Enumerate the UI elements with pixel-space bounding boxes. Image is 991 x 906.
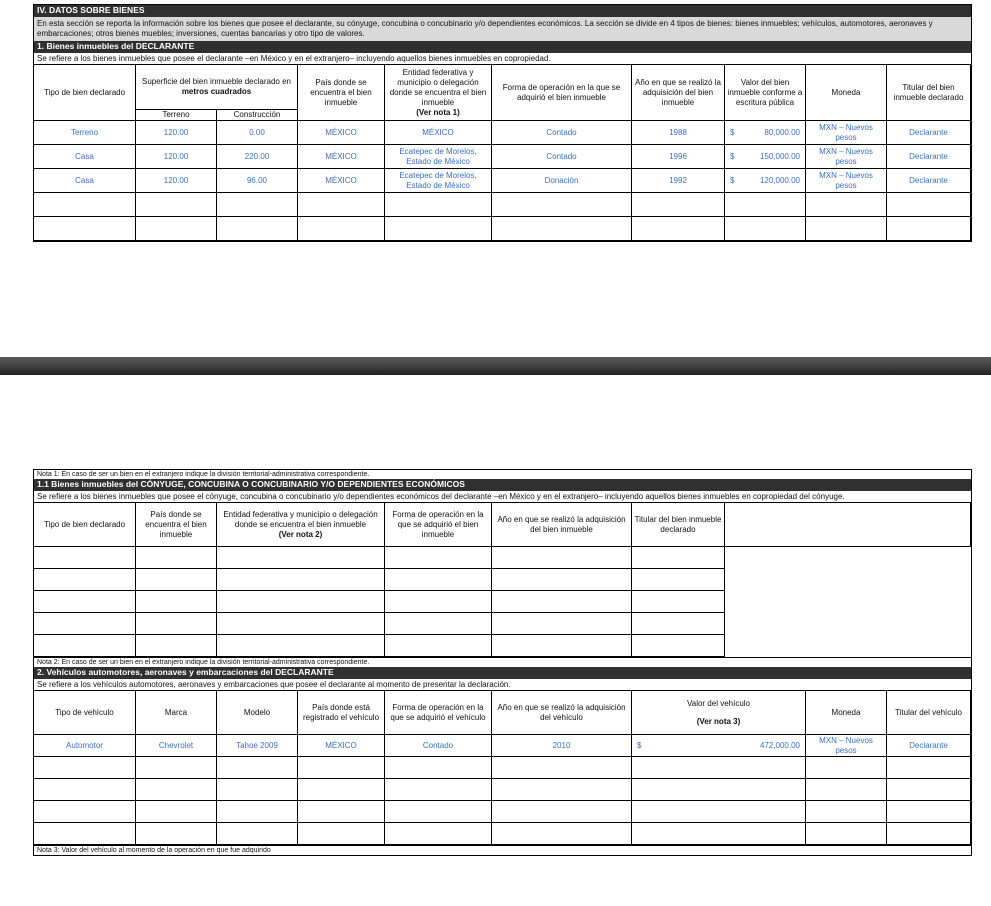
cell-construccion: 0.00 [217, 121, 298, 145]
inmuebles-conyuge-desc: Se refiere a los bienes inmuebles que posee el cónyuge, concubina o concubinario y/o dependientes económicos del declarante –en México y en el extranjero– incluyendo aquellos bienes inmuebles en copropiedad del cónyuge. [34, 491, 971, 503]
table-row [34, 145, 971, 169]
header-superficie: Superficie del bien inmueble declarado en metros cuadrados [136, 65, 298, 110]
cell-anio: 1988 [632, 121, 725, 145]
empty-cell [492, 217, 632, 241]
empty-cell [136, 613, 217, 635]
vehiculos-desc: Se refiere a los vehículos automotores, aeronaves y embarcaciones que posee el declarante al momento de presentar la declaración. [34, 679, 971, 691]
empty-cell [632, 217, 725, 241]
empty-cell [136, 193, 217, 217]
empty-cell [34, 779, 136, 801]
cell-moneda: MXN – Nuevos pesos [806, 735, 887, 757]
empty-cell [34, 217, 136, 241]
empty-cell [492, 547, 632, 569]
conyuge-header-entidad: Entidad federativa y municipio o delegación donde se encuentra el bien inmueble (Ver nota 2) [217, 503, 385, 547]
section-bienes [33, 4, 972, 242]
empty-cell [806, 193, 887, 217]
empty-cell [217, 547, 385, 569]
empty-cell [385, 801, 492, 823]
header-valor: Valor del bien inmueble conforme a escritura pública [725, 65, 806, 121]
cell-entidad: MÉXICO [385, 121, 492, 145]
cell-entidad: Ecatepec de Morelos, Estado de México [385, 169, 492, 193]
header-pais: País donde se encuentra el bien inmueble [298, 65, 385, 121]
cell-marca: Chevrolet [136, 735, 217, 757]
cell-pais: MÉXICO [298, 735, 385, 757]
empty-cell [385, 823, 492, 845]
conyuge-header-pais: País donde se encuentra el bien inmueble [136, 503, 217, 547]
header-construccion: Construcción [217, 110, 298, 121]
empty-cell [385, 591, 492, 613]
empty-cell [492, 193, 632, 217]
empty-cell [34, 801, 136, 823]
empty-cell [492, 591, 632, 613]
empty-cell [217, 217, 298, 241]
empty-row [34, 779, 971, 801]
empty-cell [806, 823, 887, 845]
veh-header-forma: Forma de operación en la que se adquirió el vehículo [385, 691, 492, 735]
cell-titular: Declarante [887, 735, 971, 757]
empty-cell [887, 823, 971, 845]
empty-row [34, 801, 971, 823]
empty-row [34, 569, 971, 591]
empty-cell [34, 613, 136, 635]
empty-cell [136, 591, 217, 613]
cell-forma: Contado [385, 735, 492, 757]
inmuebles-declarante-title: 1. Bienes inmuebles del DECLARANTE [34, 41, 971, 53]
empty-cell [298, 779, 385, 801]
cell-pais: MÉXICO [298, 121, 385, 145]
empty-cell [632, 591, 725, 613]
cell-titular: Declarante [887, 145, 971, 169]
nota-1: Nota 1: En caso de ser un bien en el extranjero indique la división territorial-administrativa correspondiente. [37, 471, 370, 478]
cell-entidad: Ecatepec de Morelos, Estado de México [385, 145, 492, 169]
veh-header-valor: Valor del vehículo (Ver nota 3) [632, 691, 806, 735]
value-cell [725, 121, 806, 145]
empty-cell [136, 779, 217, 801]
empty-cell [385, 779, 492, 801]
empty-cell [217, 823, 298, 845]
value-cell [632, 735, 806, 757]
cell-tipo: Casa [34, 145, 136, 169]
empty-cell [887, 757, 971, 779]
empty-row [34, 547, 971, 569]
empty-cell [217, 613, 385, 635]
cell-forma: Donación [492, 169, 632, 193]
empty-row [34, 591, 971, 613]
section-title: IV. DATOS SOBRE BIENES [34, 5, 971, 17]
empty-cell [298, 823, 385, 845]
empty-cell [136, 823, 217, 845]
empty-cell [887, 801, 971, 823]
empty-cell [887, 217, 971, 241]
cell-pais: MÉXICO [298, 169, 385, 193]
header-terreno: Terreno [136, 110, 217, 121]
empty-cell [298, 217, 385, 241]
header-moneda: Moneda [806, 65, 887, 121]
conyuge-header-titular: Titular del bien inmueble declarado [632, 503, 725, 547]
empty-cell [632, 757, 806, 779]
header-forma: Forma de operación en la que se adquirió el bien inmueble [492, 65, 632, 121]
empty-cell [806, 757, 887, 779]
amount: 472,000.00 [759, 740, 800, 750]
table-row [34, 121, 971, 145]
vehiculos-title: 2. Vehículos automotores, aeronaves y embarcaciones del DECLARANTE [34, 667, 971, 679]
conyuge-header-tipo: Tipo de bien declarado [34, 503, 136, 547]
empty-cell [385, 547, 492, 569]
amount: 80,000.00 [764, 127, 800, 137]
cell-tipo: Automotor [34, 735, 136, 757]
empty-cell [34, 547, 136, 569]
empty-cell [136, 757, 217, 779]
inmuebles-conyuge-title: 1.1 Bienes inmuebles del CÓNYUGE, CONCUBINA O CONCUBINARIO Y/O DEPENDIENTES ECONÓMICOS [34, 479, 971, 491]
empty-cell [385, 757, 492, 779]
veh-header-moneda: Moneda [806, 691, 887, 735]
cell-construccion: 96.00 [217, 169, 298, 193]
conyuge-header-anio: Año en que se realizó la adquisición del bien inmueble [492, 503, 632, 547]
veh-header-anio: Año en que se realizó la adquisición del vehículo [492, 691, 632, 735]
currency-symbol: $ [730, 175, 735, 185]
empty-cell [632, 193, 725, 217]
empty-cell [632, 613, 725, 635]
inmuebles-declarante-table [33, 64, 971, 242]
empty-cell [34, 591, 136, 613]
empty-cell [492, 757, 632, 779]
currency-symbol: $ [730, 151, 735, 161]
cell-terreno: 120.00 [136, 121, 217, 145]
header-entidad: Entidad federativa y municipio o delegación donde se encuentra el bien inmueble (Ver nota 1) [385, 65, 492, 121]
currency-symbol: $ [637, 740, 642, 750]
header-anio: Año en que se realizó la adquisición del bien inmueble [632, 65, 725, 121]
cell-construccion: 220.00 [217, 145, 298, 169]
cell-terreno: 120.00 [136, 169, 217, 193]
cell-tipo: Casa [34, 169, 136, 193]
empty-cell [217, 193, 298, 217]
cell-anio: 1996 [632, 145, 725, 169]
cell-anio: 2010 [492, 735, 632, 757]
empty-cell [136, 801, 217, 823]
empty-cell [725, 193, 806, 217]
empty-row [34, 757, 971, 779]
empty-cell [492, 635, 632, 657]
empty-cell [217, 569, 385, 591]
cell-titular: Declarante [887, 121, 971, 145]
empty-cell [34, 823, 136, 845]
cell-moneda: MXN – Nuevos pesos [806, 121, 887, 145]
amount: 120,000.00 [759, 175, 800, 185]
nota-2: Nota 2: En caso de ser un bien en el extranjero indique la división territorial-administrativa correspondiente. [34, 657, 971, 667]
empty-row [34, 193, 971, 217]
cell-tipo: Terreno [34, 121, 136, 145]
nota-3: Nota 3: Valor del vehículo al momento de la operación en que fue adquirido [34, 845, 971, 855]
empty-cell [34, 635, 136, 657]
table-row [34, 735, 971, 757]
value-cell [725, 145, 806, 169]
empty-cell [492, 801, 632, 823]
section-intro: En esta sección se reporta la información sobre los bienes que posee el declarante, su cónyuge, concubina o concubinario y/o dependientes económicos. La sección se divide en 4 tipos de bienes: bienes inmuebles; vehículos, automotores, aeronaves y embarcaciones; otros bienes muebles; inversiones, cuentas bancarias y otro tipo de valores. [34, 17, 971, 41]
empty-cell [492, 613, 632, 635]
empty-cell [632, 801, 806, 823]
empty-cell [385, 569, 492, 591]
empty-cell [34, 569, 136, 591]
empty-cell [492, 823, 632, 845]
empty-cell [217, 779, 298, 801]
veh-header-marca: Marca [136, 691, 217, 735]
empty-cell [385, 635, 492, 657]
empty-cell [34, 757, 136, 779]
empty-cell [136, 217, 217, 241]
cell-moneda: MXN – Nuevos pesos [806, 169, 887, 193]
cell-moneda: MXN – Nuevos pesos [806, 145, 887, 169]
empty-cell [298, 801, 385, 823]
page-two [33, 469, 972, 856]
cell-forma: Contado [492, 121, 632, 145]
empty-cell [887, 193, 971, 217]
empty-cell [632, 823, 806, 845]
empty-cell [385, 613, 492, 635]
empty-cell [385, 193, 492, 217]
empty-row [34, 613, 971, 635]
empty-cell [34, 193, 136, 217]
veh-header-modelo: Modelo [217, 691, 298, 735]
currency-symbol: $ [730, 127, 735, 137]
conyuge-header-forma: Forma de operación en la que se adquirió el bien inmueble [385, 503, 492, 547]
conyuge-blank-area [725, 503, 971, 547]
empty-cell [632, 547, 725, 569]
empty-cell [887, 779, 971, 801]
cell-modelo: Tahoe 2009 [217, 735, 298, 757]
inmuebles-declarante-desc: Se refiere a los bienes inmuebles que posee el declarante –en México y en el extranjero– incluyendo aquellos bienes inmuebles en copropiedad. [34, 53, 971, 65]
empty-cell [632, 635, 725, 657]
cell-pais: MÉXICO [298, 145, 385, 169]
empty-row [34, 823, 971, 845]
cell-terreno: 120.00 [136, 145, 217, 169]
header-titular: Titular del bien inmueble declarado [887, 65, 971, 121]
empty-row [34, 635, 971, 657]
veh-header-pais: País donde está registrado el vehículo [298, 691, 385, 735]
cell-forma: Contado [492, 145, 632, 169]
empty-cell [806, 217, 887, 241]
cell-anio: 1992 [632, 169, 725, 193]
empty-cell [725, 217, 806, 241]
veh-header-tipo: Tipo de vehículo [34, 691, 136, 735]
table-row [34, 169, 971, 193]
empty-cell [806, 779, 887, 801]
empty-cell [298, 193, 385, 217]
amount: 150,000.00 [759, 151, 800, 161]
page-separator [0, 357, 991, 375]
value-cell [725, 169, 806, 193]
empty-cell [217, 757, 298, 779]
veh-header-titular: Titular del vehículo [887, 691, 971, 735]
empty-cell [217, 591, 385, 613]
empty-cell [217, 801, 298, 823]
empty-cell [806, 801, 887, 823]
empty-cell [632, 779, 806, 801]
empty-cell [136, 547, 217, 569]
empty-cell [298, 757, 385, 779]
empty-cell [217, 635, 385, 657]
empty-cell [385, 217, 492, 241]
vehiculos-table [33, 690, 971, 845]
header-tipo: Tipo de bien declarado [34, 65, 136, 121]
inmuebles-conyuge-table [33, 502, 971, 657]
cell-titular: Declarante [887, 169, 971, 193]
empty-cell [492, 569, 632, 591]
empty-cell [136, 635, 217, 657]
empty-cell [492, 779, 632, 801]
empty-cell [632, 569, 725, 591]
empty-cell [136, 569, 217, 591]
empty-row [34, 217, 971, 241]
